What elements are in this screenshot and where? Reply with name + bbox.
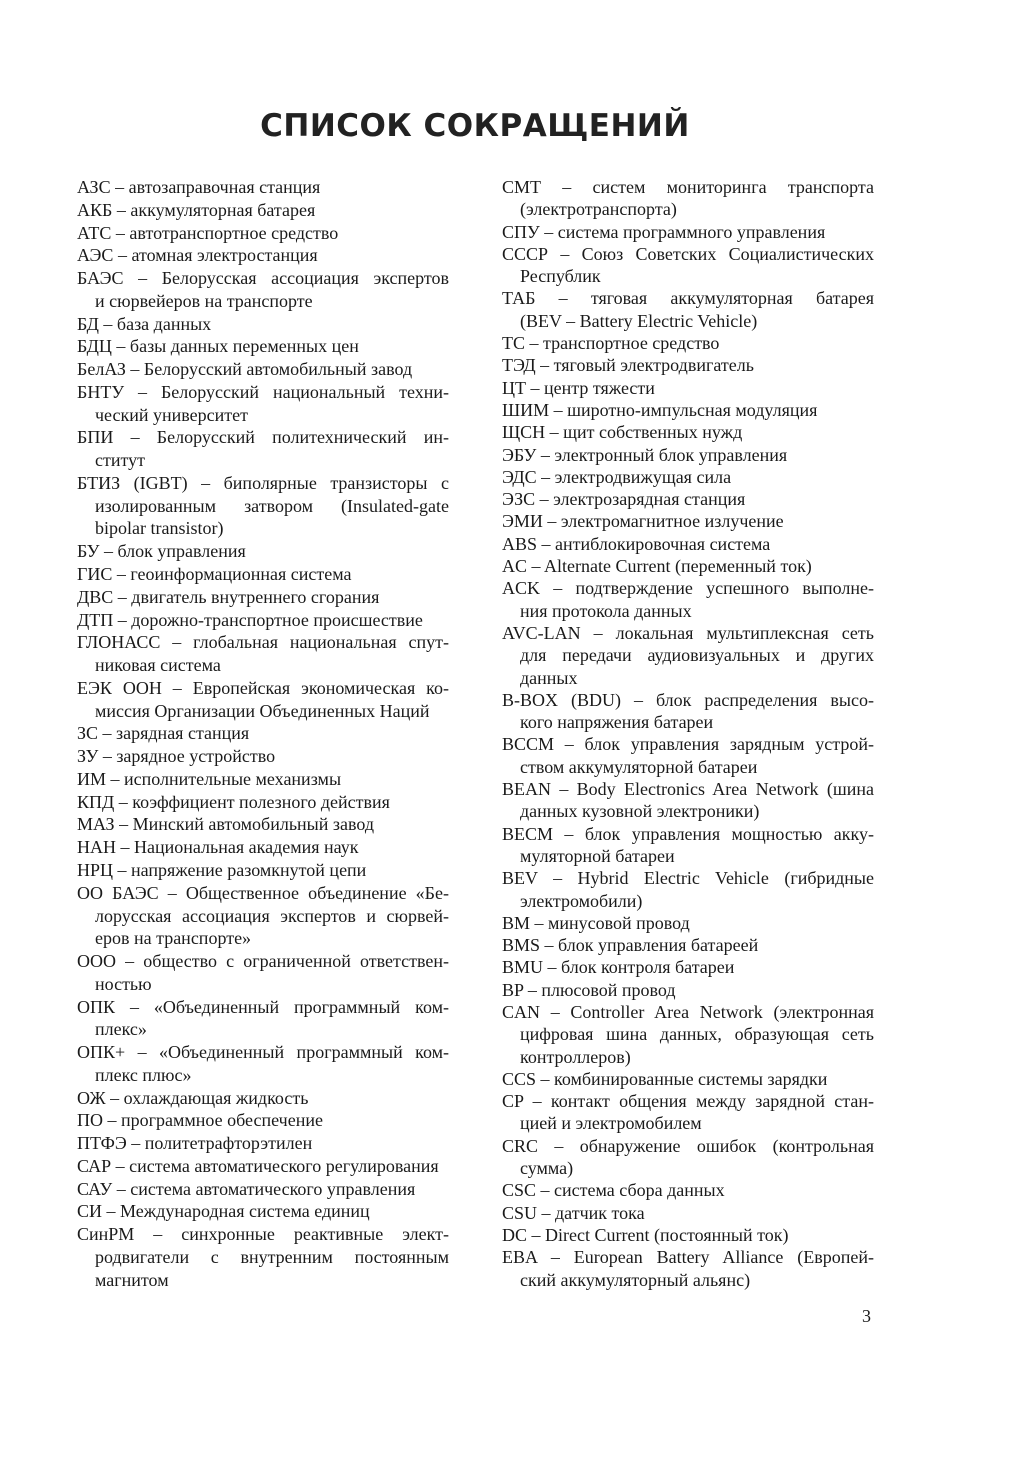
abbreviation-line: БАЭС – Белорусская ассоциация экспертов	[77, 268, 449, 289]
abbreviation-entry	[77, 1109, 449, 1132]
abbreviation-continuation-line: цией и электромобилем	[520, 1113, 702, 1134]
abbreviation-line: ЭЗС – электрозарядная станция	[502, 489, 746, 510]
abbreviation-entry	[502, 287, 874, 332]
abbreviation-line: ЭМИ – электромагнитное излучение	[502, 511, 784, 532]
abbreviation-entry	[77, 586, 449, 609]
abbreviation-entry	[77, 563, 449, 586]
abbreviation-line: НРЦ – напряжение разомкнутой цепи	[77, 859, 367, 880]
abbreviation-entry	[502, 176, 874, 221]
abbreviation-entry	[77, 1223, 449, 1291]
abbreviation-line: САУ – система автоматического управления	[77, 1178, 416, 1199]
abbreviation-continuation-line: (электротранспорта)	[520, 199, 677, 220]
abbreviation-entry	[77, 540, 449, 563]
abbreviation-line: ДТП – дорожно-транспортное происшествие	[77, 609, 423, 630]
abbreviation-line: ЦТ – центр тяжести	[502, 377, 655, 398]
abbreviation-line: ЩСН – щит собственных нужд	[502, 422, 743, 443]
abbreviation-line: ОЖ – охлаждающая жидкость	[77, 1087, 309, 1108]
abbreviation-entry	[77, 244, 449, 267]
page-title: СПИСОК СОКРАЩЕНИЙ	[260, 108, 690, 144]
abbreviation-entry	[77, 381, 449, 427]
abbreviation-entry	[77, 1155, 449, 1178]
abbreviation-entry	[77, 472, 449, 540]
abbreviation-line: ПО – программное обеспечение	[77, 1110, 323, 1131]
abbreviation-entry	[77, 882, 449, 950]
abbreviation-entry	[77, 313, 449, 336]
abbreviation-entry	[502, 912, 874, 934]
abbreviation-continuation-line: миссия Организации Объединенных Наций	[95, 700, 430, 721]
abbreviation-entry	[502, 934, 874, 956]
abbreviation-entry	[77, 358, 449, 381]
abbreviation-line: ЕЭК ООН – Европейская экономическая ко-	[77, 677, 449, 698]
abbreviation-entry	[77, 859, 449, 882]
abbreviation-line: BECM – блок управления мощностью акку-	[502, 823, 874, 844]
abbreviation-line: БУ – блок управления	[77, 541, 246, 562]
abbreviation-continuation-line: и сюрвейеров на транспорте	[95, 290, 313, 311]
abbreviation-continuation-line: еров на транспорте»	[95, 928, 252, 949]
abbreviation-line: КПД – коэффициент полезного действия	[77, 791, 390, 812]
abbreviation-line: БПИ – Белорусский политехнический ин-	[77, 427, 449, 448]
abbreviation-continuation-line: данных	[520, 667, 578, 688]
abbreviation-line: АЗС – автозаправочная станция	[77, 177, 321, 197]
abbreviation-entry	[502, 510, 874, 532]
abbreviation-continuation-line: ния протокола данных	[520, 600, 692, 621]
abbreviation-continuation-line: ством аккумуляторной батареи	[520, 756, 758, 777]
abbreviation-entry	[77, 1087, 449, 1110]
abbreviation-line: EBA – European Battery Alliance (Европей-	[502, 1247, 874, 1268]
abbreviation-continuation-line: изолированным затвором (Insulated-gate	[95, 495, 449, 516]
abbreviation-continuation-line: ститут	[95, 450, 145, 471]
abbreviation-continuation-line: контроллеров)	[520, 1046, 631, 1067]
abbreviation-continuation-line: данных кузовной электроники)	[520, 801, 760, 822]
abbreviation-entry	[502, 243, 874, 288]
abbreviation-entry	[502, 354, 874, 376]
abbreviation-entry	[77, 426, 449, 472]
abbreviation-entry	[502, 1202, 874, 1224]
abbreviation-line: АЭС – атомная электростанция	[77, 245, 318, 266]
abbreviation-entry	[77, 609, 449, 632]
abbreviations-left-column	[77, 176, 449, 1292]
abbreviation-entry	[502, 221, 874, 243]
abbreviation-continuation-line: сумма)	[520, 1158, 574, 1179]
abbreviation-entry	[502, 377, 874, 399]
abbreviation-line: СМТ – систем мониторинга транспорта	[502, 177, 874, 197]
abbreviation-entry	[77, 745, 449, 768]
abbreviation-entry	[77, 631, 449, 677]
abbreviation-continuation-line: (BEV – Battery Electric Vehicle)	[520, 310, 758, 331]
abbreviation-line: ГЛОНАСС – глобальная национальная спут-	[77, 632, 449, 653]
abbreviation-entry	[502, 555, 874, 577]
abbreviation-entry	[77, 1178, 449, 1201]
abbreviation-entry	[502, 421, 874, 443]
abbreviation-continuation-line: bipolar transistor)	[95, 518, 224, 539]
abbreviation-line: CP – контакт общения между зарядной стан-	[502, 1091, 874, 1112]
abbreviation-line: АКБ – аккумуляторная батарея	[77, 199, 316, 220]
abbreviation-continuation-line: магнитом	[95, 1269, 169, 1290]
abbreviation-entry	[502, 577, 874, 622]
abbreviation-line: ТЭД – тяговый электродвигатель	[502, 355, 754, 376]
abbreviation-line: МАЗ – Минский автомобильный завод	[77, 814, 375, 835]
abbreviation-continuation-line: для передачи аудиовизуальных и других	[520, 645, 874, 666]
abbreviation-continuation-line: ческий университет	[95, 404, 248, 425]
abbreviation-line: ABS – антиблокировочная система	[502, 533, 771, 554]
abbreviation-entry	[77, 267, 449, 313]
abbreviation-line: BMS – блок управления батареей	[502, 935, 759, 956]
abbreviation-line: СПУ – система программного управления	[502, 221, 826, 242]
abbreviation-line: BM – минусовой провод	[502, 912, 690, 933]
abbreviation-line: AC – Alternate Current (переменный ток)	[502, 556, 812, 577]
abbreviation-line: ДВС – двигатель внутреннего сгорания	[77, 586, 380, 607]
abbreviation-line: БТИЗ (IGBT) – биполярные транзисторы с	[77, 472, 449, 493]
abbreviation-continuation-line: плекс»	[95, 1019, 147, 1040]
abbreviation-entry	[502, 778, 874, 823]
abbreviation-line: СИ – Международная система единиц	[77, 1201, 370, 1222]
abbreviation-line: БНТУ – Белорусский национальный техни-	[77, 381, 449, 402]
abbreviation-entry	[502, 1135, 874, 1180]
abbreviation-line: ЗУ – зарядное устройство	[77, 746, 276, 767]
abbreviation-continuation-line: родвигатели с внутренним постоянным	[95, 1246, 449, 1267]
abbreviation-continuation-line: никовая система	[95, 655, 221, 676]
abbreviation-line: B-BOX (BDU) – блок распределения высо-	[502, 689, 874, 710]
abbreviation-entry	[502, 1224, 874, 1246]
abbreviation-entry	[77, 950, 449, 996]
abbreviation-line: ОО БАЭС – Общественное объединение «Бе-	[77, 882, 449, 903]
abbreviation-entry	[77, 1200, 449, 1223]
abbreviation-entry	[77, 813, 449, 836]
abbreviation-entry	[502, 399, 874, 421]
abbreviation-entry	[502, 622, 874, 689]
abbreviation-entry	[502, 488, 874, 510]
abbreviation-line: BEV – Hybrid Electric Vehicle (гибридные	[502, 868, 874, 889]
abbreviation-entry	[77, 768, 449, 791]
abbreviation-entry	[77, 722, 449, 745]
abbreviation-continuation-line: электромобили)	[520, 890, 643, 911]
abbreviation-entry	[502, 1246, 874, 1291]
abbreviation-entry	[502, 956, 874, 978]
abbreviation-line: АТС – автотранспортное средство	[77, 222, 339, 243]
abbreviation-line: ЭДС – электродвижущая сила	[502, 466, 732, 487]
abbreviation-line: БД – база данных	[77, 313, 212, 334]
abbreviation-line: БелАЗ – Белорусский автомобильный завод	[77, 359, 413, 380]
abbreviation-continuation-line: кого напряжения батареи	[520, 712, 714, 733]
abbreviation-entry	[77, 996, 449, 1042]
abbreviation-line: BMU – блок контроля батареи	[502, 957, 735, 978]
abbreviation-line: ОПК – «Объединенный программный ком-	[77, 996, 449, 1017]
abbreviation-entry	[502, 979, 874, 1001]
abbreviation-line: САР – система автоматического регулирования	[77, 1155, 439, 1176]
abbreviation-line: ПТФЭ – политетрафторэтилен	[77, 1133, 313, 1154]
abbreviation-line: ИМ – исполнительные механизмы	[77, 768, 342, 789]
abbreviation-line: ЭБУ – электронный блок управления	[502, 444, 788, 465]
abbreviation-continuation-line: плекс плюс»	[95, 1064, 192, 1085]
abbreviation-entry	[77, 335, 449, 358]
abbreviation-entry	[77, 199, 449, 222]
abbreviation-continuation-line: лорусская ассоциация экспертов и сюрвей-	[95, 905, 449, 926]
abbreviation-line: ОПК+ – «Объединенный программный ком-	[77, 1042, 449, 1063]
abbreviation-line: БДЦ – базы данных переменных цен	[77, 336, 359, 357]
abbreviation-line: ЗС – зарядная станция	[77, 723, 250, 744]
abbreviation-continuation-line: муляторной батареи	[520, 845, 675, 866]
abbreviation-line: СССР – Союз Советских Социалистических	[502, 243, 874, 264]
abbreviation-line: ТС – транспортное средство	[502, 333, 720, 354]
abbreviation-line: ШИМ – широтно-импульсная модуляция	[502, 399, 818, 420]
abbreviation-line: CSC – система сбора данных	[502, 1180, 725, 1201]
abbreviation-line: ГИС – геоинформационная система	[77, 564, 352, 585]
abbreviation-entry	[77, 836, 449, 859]
abbreviation-line: BEAN – Body Electronics Area Network (шина	[502, 779, 874, 800]
abbreviation-line: DC – Direct Current (постоянный ток)	[502, 1224, 789, 1245]
abbreviation-continuation-line: ностью	[95, 973, 152, 994]
abbreviation-entry	[77, 222, 449, 245]
abbreviation-line: ТАБ – тяговая аккумуляторная батарея	[502, 288, 874, 309]
abbreviation-entry	[502, 823, 874, 868]
abbreviation-line: CRC – обнаружение ошибок (контрольная	[502, 1135, 874, 1156]
abbreviation-line: ООО – общество с ограниченной ответствен-	[77, 951, 449, 972]
abbreviation-entry	[502, 689, 874, 734]
abbreviation-line: CCS – комбинированные системы зарядки	[502, 1068, 828, 1089]
page-number: 3	[862, 1306, 871, 1326]
abbreviation-entry	[502, 1179, 874, 1201]
abbreviation-entry	[77, 176, 449, 199]
abbreviation-entry	[502, 733, 874, 778]
abbreviation-entry	[502, 1068, 874, 1090]
abbreviation-entry	[502, 1001, 874, 1068]
abbreviation-entry	[77, 1041, 449, 1087]
abbreviation-entry	[77, 1132, 449, 1155]
abbreviation-line: AVC-LAN – локальная мультиплексная сеть	[502, 622, 874, 643]
abbreviation-line: НАН – Национальная академия наук	[77, 837, 359, 858]
abbreviation-line: CAN – Controller Area Network (электронная	[502, 1001, 874, 1022]
abbreviation-entry	[77, 791, 449, 814]
abbreviation-entry	[502, 332, 874, 354]
abbreviation-continuation-line: Республик	[520, 266, 601, 287]
abbreviations-right-column	[502, 176, 874, 1291]
abbreviation-entry	[502, 444, 874, 466]
abbreviation-continuation-line: цифровая шина данных, образующая сеть	[520, 1024, 874, 1045]
abbreviation-line: BCCM – блок управления зарядным устрой-	[502, 734, 874, 755]
abbreviation-continuation-line: ский аккумуляторный альянс)	[520, 1269, 751, 1290]
abbreviation-entry	[502, 466, 874, 488]
abbreviation-entry	[502, 867, 874, 912]
abbreviation-entry	[502, 533, 874, 555]
abbreviation-line: СинРМ – синхронные реактивные элект-	[77, 1224, 449, 1245]
abbreviation-entry	[502, 1090, 874, 1135]
abbreviation-line: BP – плюсовой провод	[502, 979, 676, 1000]
abbreviation-line: ACK – подтверждение успешного выполне-	[502, 578, 874, 599]
abbreviation-entry	[77, 677, 449, 723]
abbreviation-line: CSU – датчик тока	[502, 1202, 645, 1223]
